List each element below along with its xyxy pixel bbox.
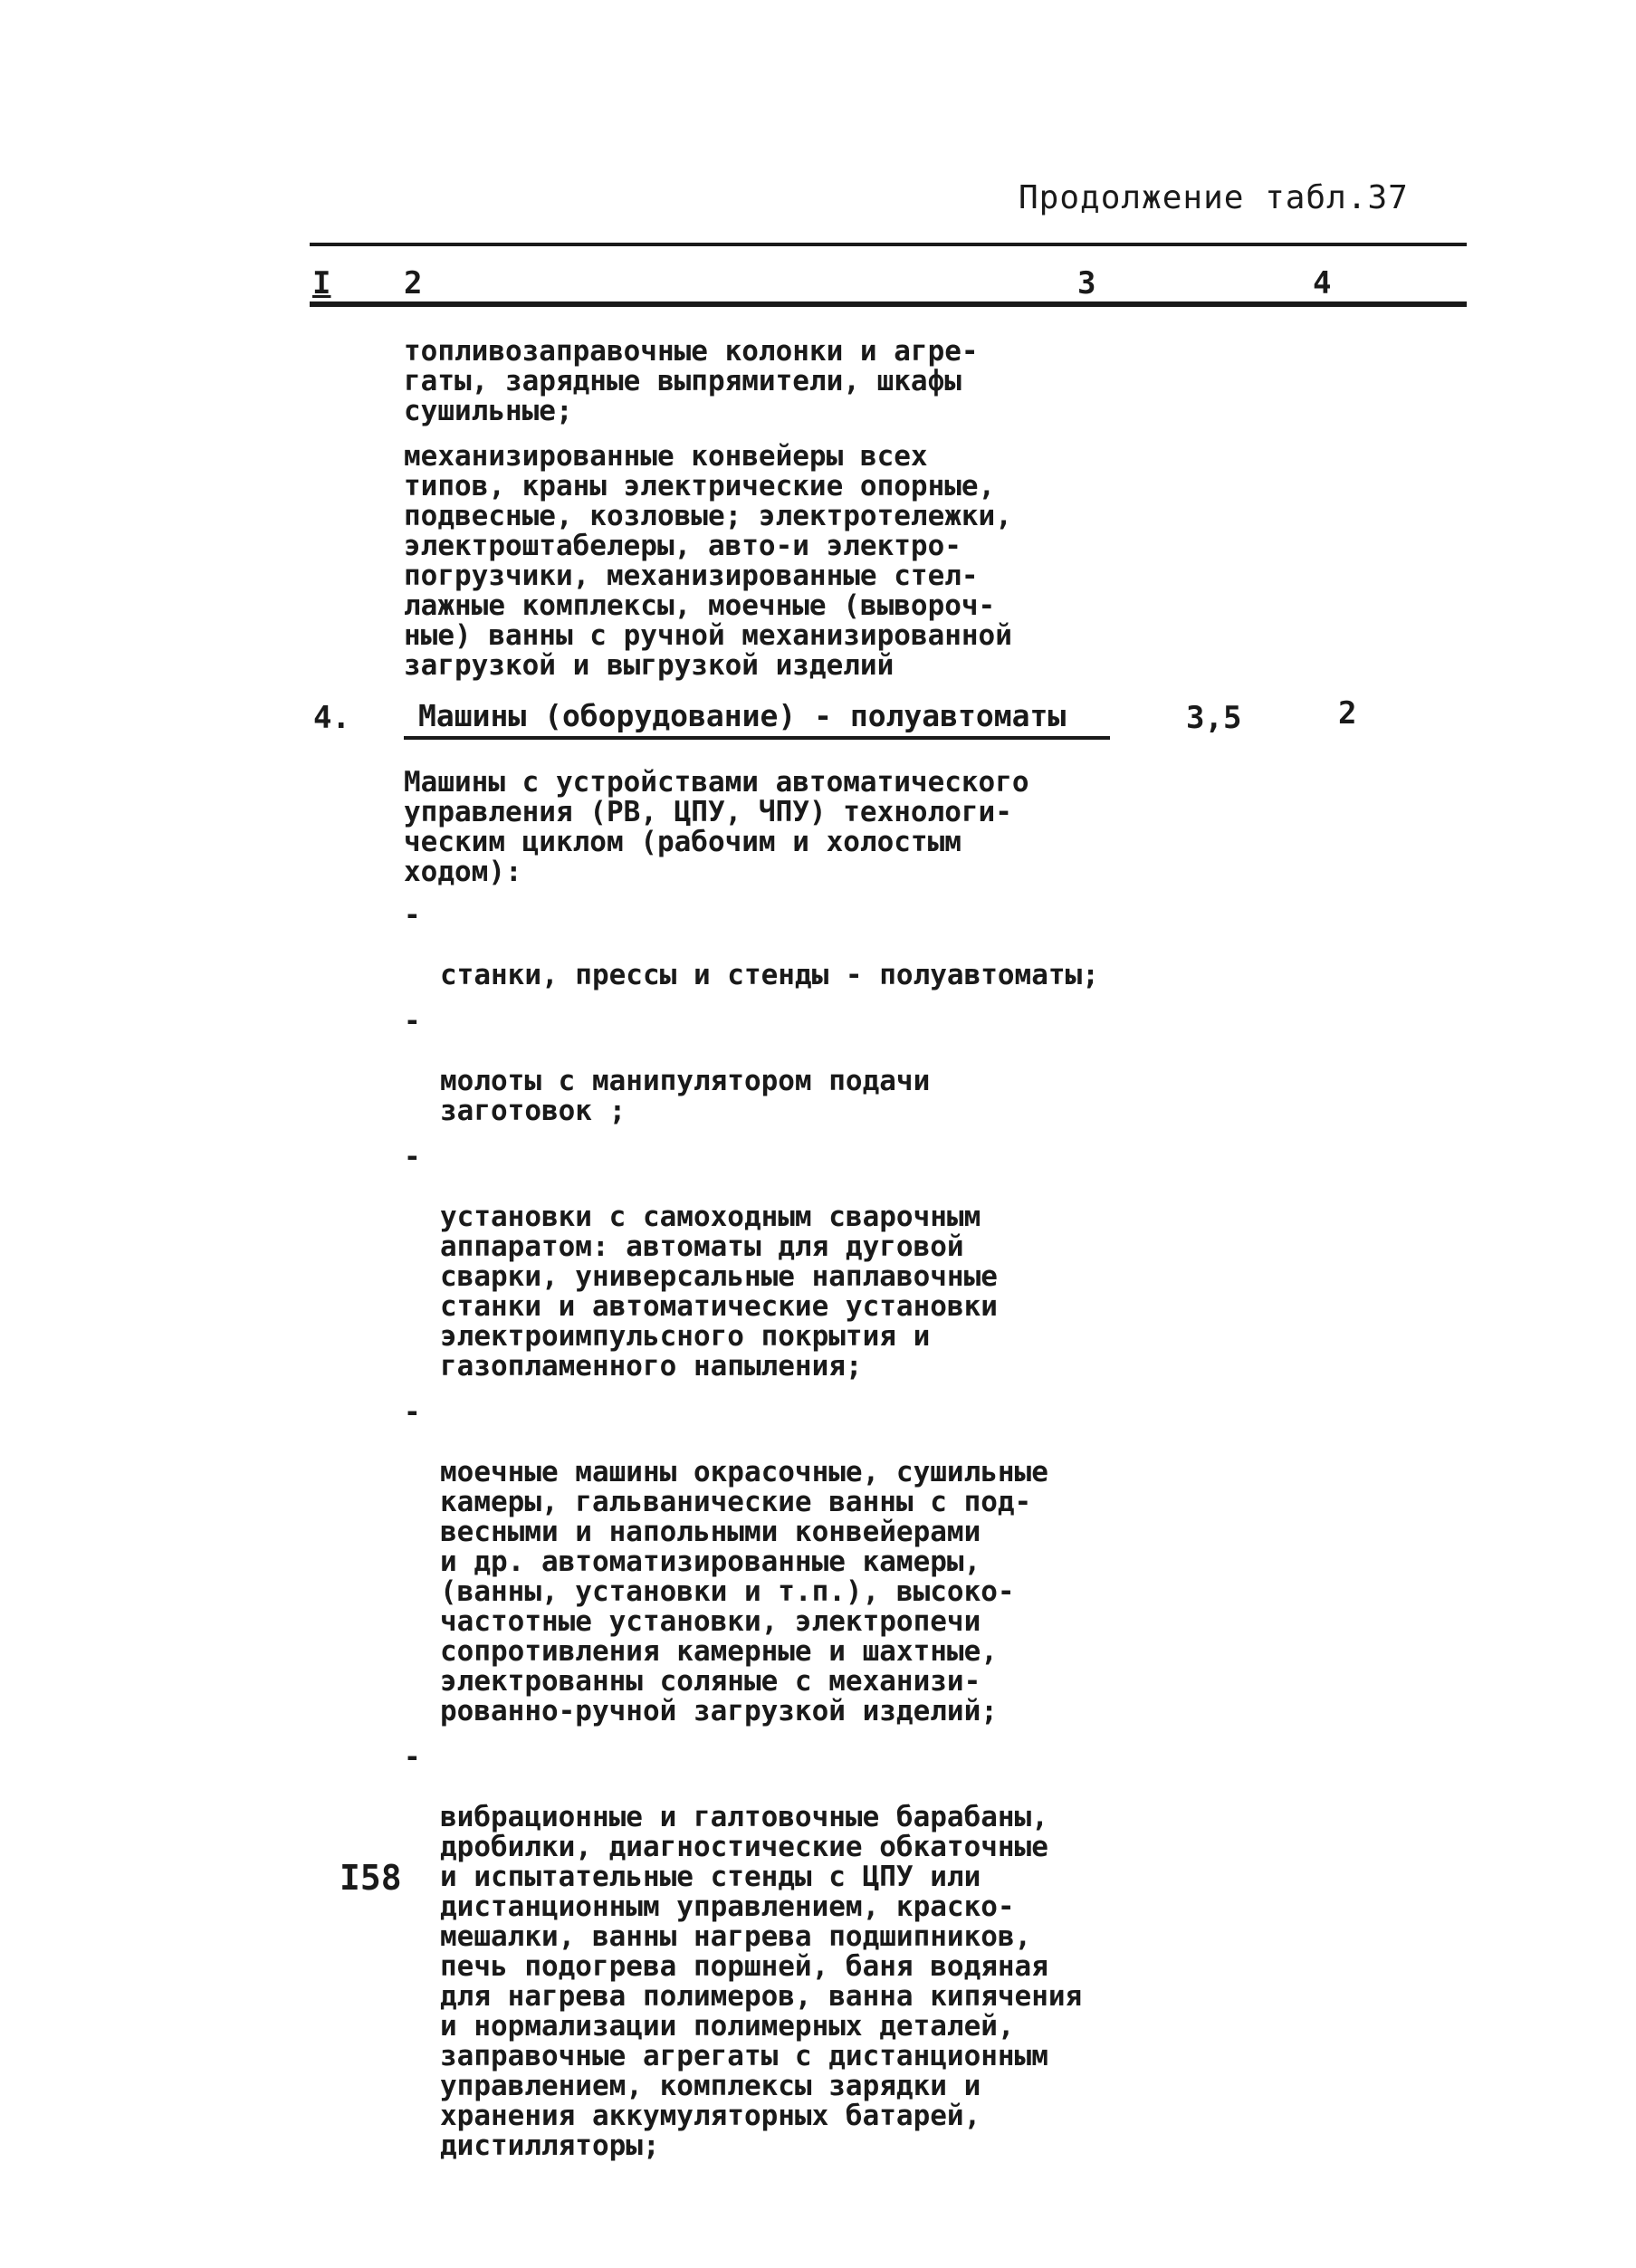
continued-item-fuel: топливозаправочные колонки и агре- гаты, зарядные выпрямители, шкафы сушильные;: [404, 335, 979, 427]
column-header-2: 2: [404, 265, 423, 301]
item-col4-value: 2: [1338, 695, 1357, 732]
table-header-rule: [310, 301, 1467, 307]
list-item: [404, 1007, 1418, 1126]
column-header-4: 4: [1313, 265, 1332, 301]
list-item: [404, 1743, 1418, 2161]
item-title-wrap: [404, 698, 1110, 740]
continued-item-conveyors: механизированные конвейеры всех типов, краны электрические опорные, подвесные, козловые; электротележки, электроштабелеры, авто-и электро- погрузчики, механизированные стел- лажные комплексы, моечные (выворoч- ные) ванны с ручной механизированной загрузкой и выгрузкой изделий: [404, 440, 1012, 682]
list-item: [404, 901, 1418, 990]
list-item-text: станки, прессы и стенды - полуавтоматы;: [440, 959, 1099, 991]
list-item: [404, 1143, 1418, 1382]
dash-mark: -: [404, 1141, 421, 1173]
list-item-text: моечные машины окрасочные, сушильные камеры, гальванические ванны с под- весными и напольными конвейерами и др. автоматизированные камеры, (ванны, установки и т.п.), высоко- частотные установки, электропечи сопротивления камерные и шахтные, электрованны соляные с механизи- рованно-ручной загрузкой изделий;: [440, 1456, 1048, 1727]
item-intro: Машины с устройствами автоматического управления (РВ, ЦПУ, ЧПУ) технологи- ческим циклом (рабочим и холостым ходом):: [404, 766, 1029, 888]
dash-mark: -: [404, 899, 421, 932]
dash-list: [404, 901, 1418, 2177]
list-item: [404, 1398, 1418, 1727]
continuation-title: Продолжение табл.37: [1019, 179, 1409, 216]
list-item-text: вибрационные и галтовочные барабаны, дробилки, диагностические обкаточные и испытательные стенды с ЦПУ или дистанционным управлением, краско- мешалки, ванны нагрева подшипников, печь подогрева поршней, баня водяная для нагрева полимеров, ванна кипячения и нормализации полимерных деталей, заправочные агрегаты с дистанционным управлением, комплексы зарядки и хранения аккумуляторных батарей, дистилляторы;: [440, 1801, 1083, 2162]
item-title: Машины (оборудование) - полуавтоматы: [404, 698, 1110, 740]
dash-mark: -: [404, 1396, 421, 1429]
column-header-1: I: [312, 265, 331, 301]
list-item-text: молоты с манипулятором подачи заготовок ;: [440, 1065, 931, 1127]
list-item-text: установки с самоходным сварочным аппаратом: автоматы для дуговой сварки, универсальные наплавочные станки и автоматические установки электроимпульсного покрытия и газопламенного напыления;: [440, 1201, 998, 1383]
page-number: I58: [340, 1858, 402, 1898]
dash-mark: -: [404, 1741, 421, 1774]
table-top-rule: [310, 243, 1467, 246]
item-number: 4.: [313, 700, 350, 736]
item-col3-value: 3,5: [1186, 700, 1242, 736]
dash-mark: -: [404, 1005, 421, 1038]
column-header-3: 3: [1077, 265, 1096, 301]
